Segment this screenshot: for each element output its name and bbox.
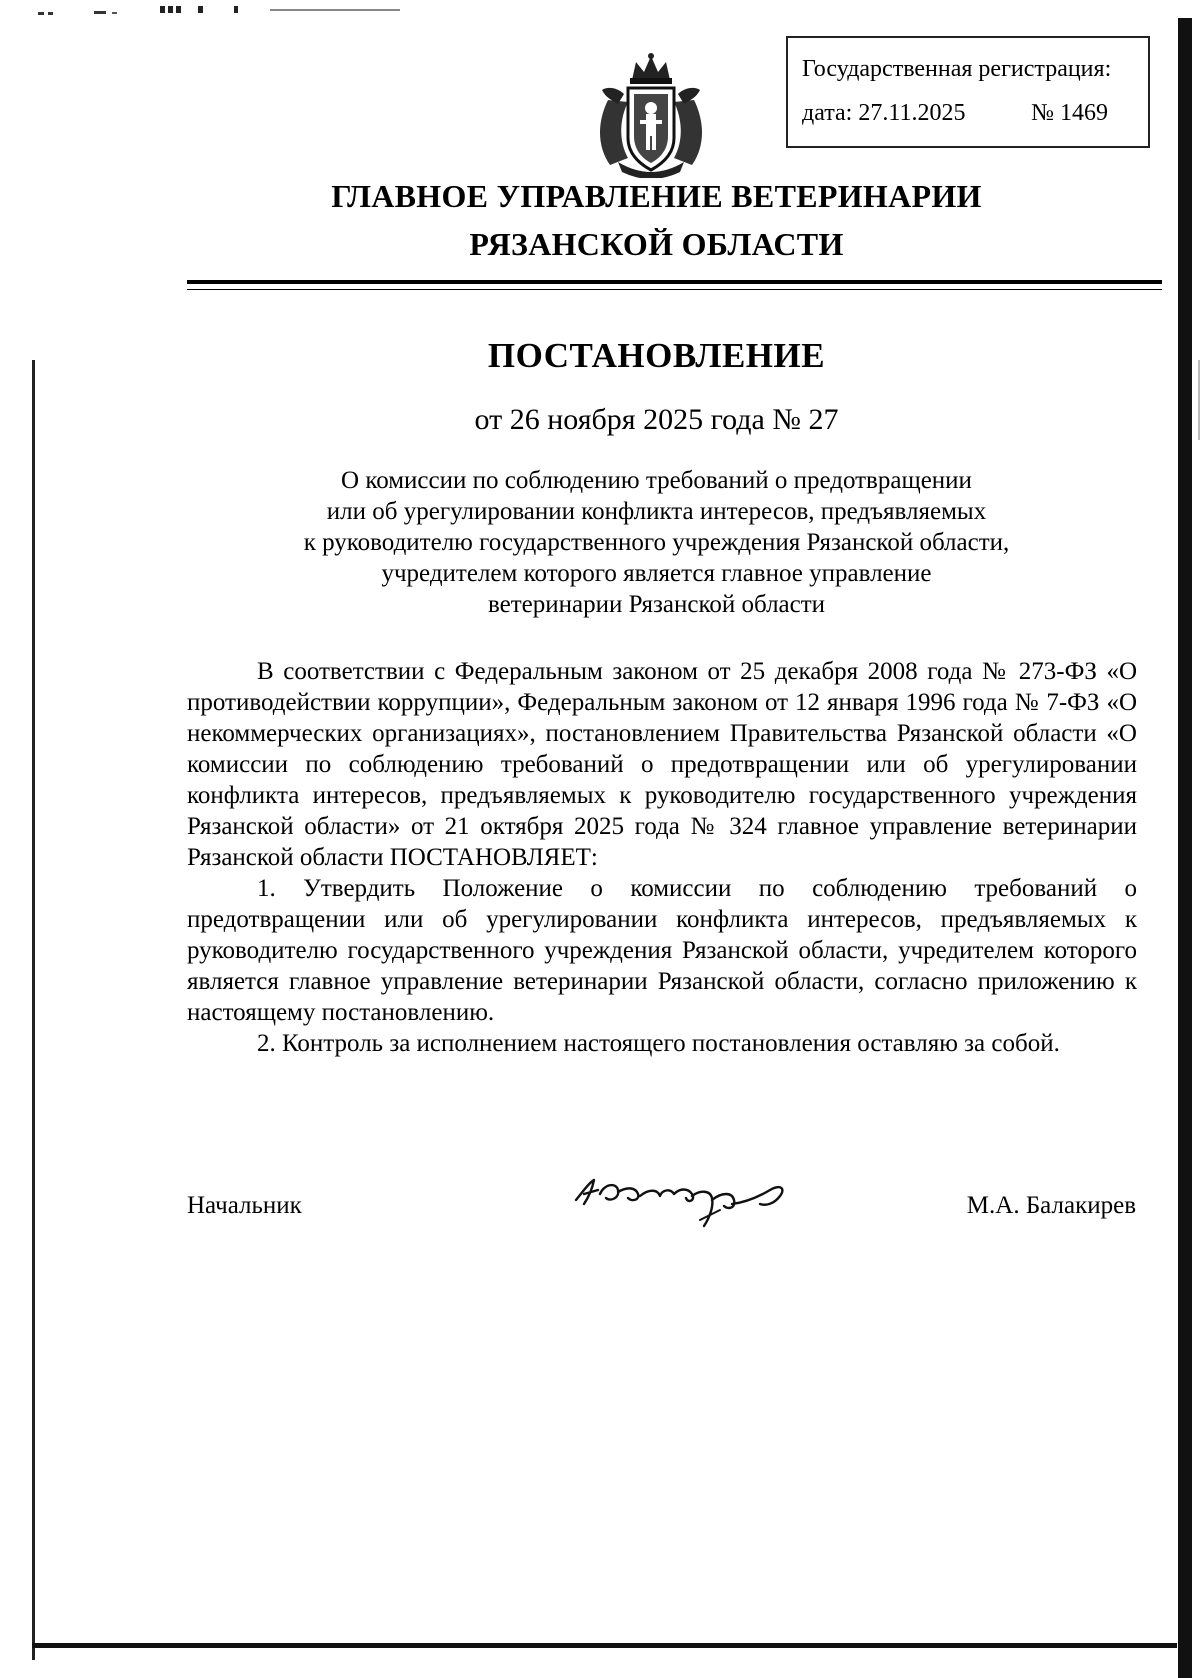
registration-stamp (786, 36, 1150, 148)
signer-position: Начальник (187, 1192, 302, 1219)
organization-name-line-2: РЯЗАНСКОЙ ОБЛАСТИ (469, 226, 844, 262)
document-date-number: от 26 ноября 2025 года № 27 (474, 403, 839, 436)
scan-edge-left (32, 360, 35, 1660)
body-paragraph-item-2: 2. Контроль за исполнением настоящего постановления оставляю за собой. (257, 1030, 1060, 1057)
handwritten-signature (570, 1160, 840, 1240)
body-paragraph-item-1: 1. Утвердить Положение о комиссии по соблюдению требований о предотвращении или об урегулировании конфликта интересов, предъявляемых к руководителю государственного учреждения Рязанской области, учредителем которого является главное управление ветеринарии Рязанской области, согласно приложению к настоящему постановлению. (187, 875, 1137, 1026)
header-divider-thin (187, 289, 1162, 290)
subject-line: ветеринарии Рязанской области (487, 591, 826, 618)
document-body (187, 656, 1137, 1059)
registration-number: № 1469 (1031, 100, 1108, 126)
document-type: ПОСТАНОВЛЕНИЕ (487, 336, 826, 375)
coat-of-arms-icon (588, 50, 714, 178)
organization-name-line-1: ГЛАВНОЕ УПРАВЛЕНИЕ ВЕТЕРИНАРИИ (331, 178, 982, 214)
scan-edge-right (1178, 18, 1192, 1678)
scan-edge-bottom (32, 1643, 1177, 1648)
subject-line: О комиссии по соблюдению требований о предотвращении (341, 467, 972, 494)
scan-artifact-marks (38, 4, 418, 18)
body-paragraph-preamble: В соответствии с Федеральным законом от 25 декабря 2008 года № 273-ФЗ «О противодействии коррупции», Федеральным законом от 12 января 1996 года № 7-ФЗ «О некоммерческих организациях», постановлением Правительства Рязанской области «О комиссии по соблюдению требований о предотвращении или об урегулировании конфликта интересов, предъявляемых к руководителю государственного учреждения Рязанской области» от 21 октября 2025 года № 324 главное управление ветеринарии Рязанской области ПОСТАНОВЛЯЕТ: (187, 658, 1137, 871)
registration-title: Государственная регистрация: (802, 56, 1112, 82)
document-subject (187, 465, 1126, 620)
subject-line: к руководителю государственного учреждения Рязанской области, (303, 529, 1010, 556)
registration-date: дата: 27.11.2025 (802, 100, 966, 126)
subject-line: или об урегулировании конфликта интересов, предъявляемых (326, 498, 987, 525)
header-divider-thick (187, 280, 1162, 284)
signer-name: М.А. Балакирев (966, 1192, 1136, 1219)
subject-line: учредителем которого является главное управление (381, 560, 932, 587)
